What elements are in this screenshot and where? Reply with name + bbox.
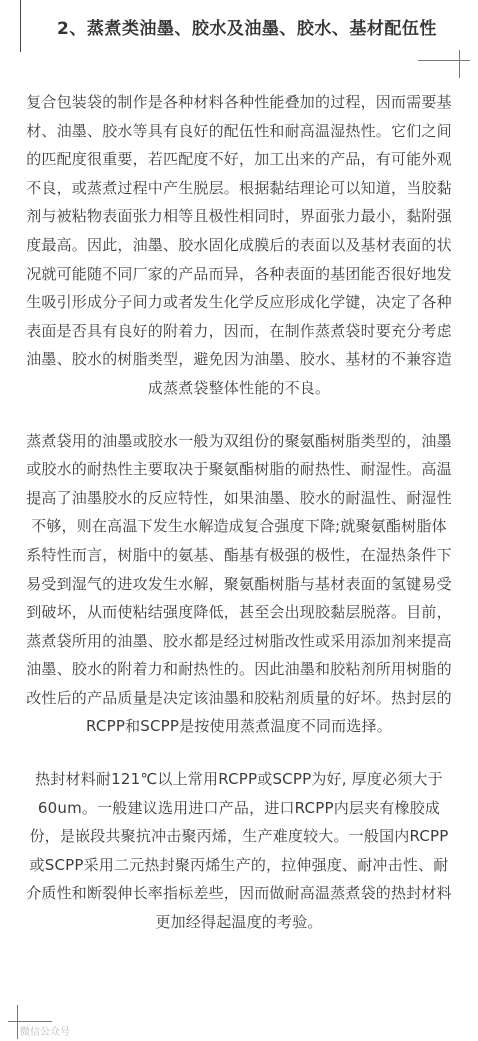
paragraph-1: 复合包装袋的制作是各种材料各种性能叠加的过程，因而需要基材、油墨、胶水等具有良好的配伍性和耐高温湿热性。它们之间的匹配度很重要，若匹配度不好，加工出来的产品，有可能外观不良，或蒸煮过程中产生脱层。根据黏结理论可以知道，当胶黏剂与被粘物表面张力相等且极性相同时，界面张力最小，黏附强度最高。因此，油墨、胶水固化成膜后的表面以及基材表面的状况就可能随不同厂家的产品而异，各种表面的基团能否很好地发生吸引形成分子间力或者发生化学反应形成化学键，决定了各种表面是否具有良好的附着力，因而，在制作蒸煮袋时要充分考虑油墨、胶水的树脂类型，避免因为油墨、胶水、基材的不兼容造成蒸煮袋整体性能的不良。 (26, 93, 452, 397)
paragraph-2: 蒸煮袋用的油墨或胶水一般为双组份的聚氨酯树脂类型的，油墨或胶水的耐热性主要取决于聚氨酯树脂的耐热性、耐湿性。高温提高了油墨胶水的反应特性，如果油墨、胶水的耐温性、耐湿性不够，则在高温下发生水解造成复合强度下降;就聚氨酯树脂体系特性而言，树脂中的氨基、酯基有极强的极性，在湿热条件下易受到湿气的进攻发生水解，聚氨酯树脂与基材表面的氢键易受到破坏，从而使粘结强度降低，甚至会出现胶黏层脱落。目前，蒸煮袋所用的油墨、胶水都是经过树脂改性或采用添加剂来提高油墨、胶水的附着力和耐热性的。因此油墨和胶粘剂所用树脂的改性后的产品质量是决定该油墨和胶粘剂质量的好坏。热封层的RCPP和SCPP是按使用蒸煮温度不同而选择。 (26, 431, 452, 736)
article-body (24, 88, 454, 961)
heading-block (20, 0, 451, 52)
paragraph-3: 热封材料耐121℃以上常用RCPP或SCPP为好, 厚度必须大于60um。一般建议选用进口产品，进口RCPP内层夹有橡胶成份，是嵌段共聚抗冲击聚丙烯，生产难度较大。一般国内RCPP或SCPP采用二元热封聚丙烯生产的，拉伸强度、耐冲击性、耐介质性和断裂伸长率指标差些，因而做耐高温蒸煮袋的热封材料更加经得起温度的考验。 (26, 770, 452, 932)
corner-decoration-top-right (418, 60, 470, 61)
corner-decoration-top-right-vertical (459, 50, 460, 78)
corner-decoration-bottom-left-vertical (17, 1005, 18, 1039)
section-heading: 2、蒸煮类油墨、胶水及油墨、胶水、基材配伍性 (57, 19, 437, 39)
watermark: 微信公众号 (20, 1027, 70, 1038)
corner-decoration-bottom-left (8, 1021, 52, 1022)
